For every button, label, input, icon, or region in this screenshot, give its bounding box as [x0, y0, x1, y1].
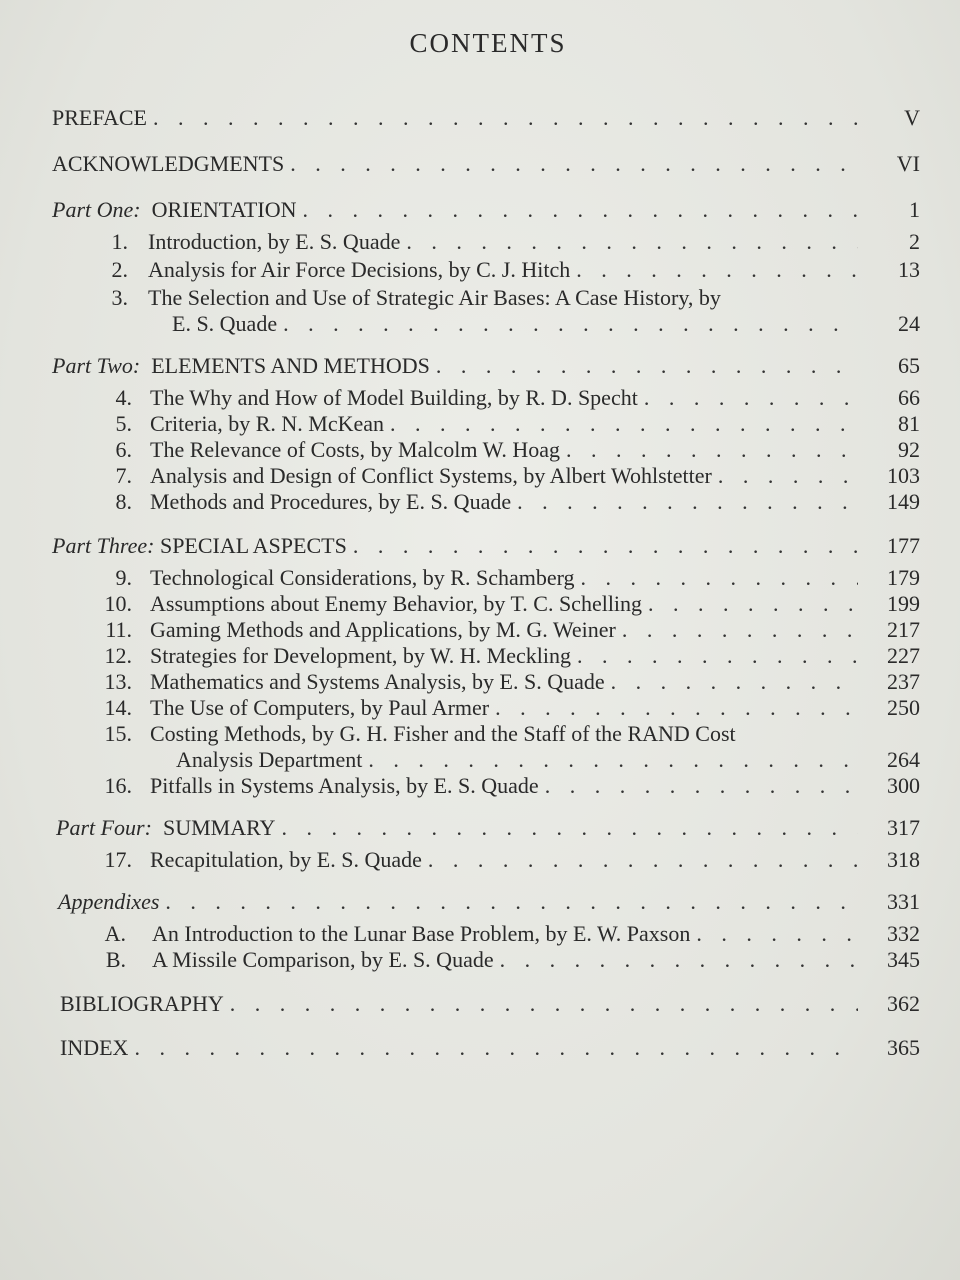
page-number: 237 [887, 669, 920, 694]
leader-dots [644, 384, 858, 412]
leader-dots [134, 1034, 858, 1062]
part-label: Part Four: [56, 815, 152, 840]
toc-entry-acknowledgments[interactable] [52, 150, 920, 178]
page-number: 179 [887, 565, 920, 590]
toc-chapter[interactable] [52, 384, 920, 412]
chapter-number: 12. [104, 643, 132, 668]
chapter-title: Pitfalls in Systems Analysis, by E. S. Quade [150, 773, 539, 798]
toc-chapter[interactable] [52, 410, 920, 438]
toc-part-four[interactable] [52, 814, 920, 842]
appendix-title: An Introduction to the Lunar Base Problem, by E. W. Paxson [152, 921, 691, 946]
chapter-number: 9. [115, 565, 132, 590]
chapter-title: The Why and How of Model Building, by R. D. Specht [150, 385, 638, 410]
toc-entry-index[interactable] [52, 1034, 920, 1062]
chapter-number: 4. [115, 385, 132, 410]
page-number: 318 [887, 847, 920, 872]
leader-dots [622, 616, 858, 644]
page-number: 332 [887, 921, 920, 946]
toc-appendixes[interactable] [52, 888, 920, 916]
leader-dots [517, 488, 858, 516]
page-number: VI [896, 151, 920, 176]
chapter-title-continued: E. S. Quade [172, 311, 278, 336]
appendix-letter: B. [105, 947, 126, 972]
chapter-title: Analysis for Air Force Decisions, by C. J. Hitch [148, 257, 571, 282]
chapter-title: The Use of Computers, by Paul Armer [150, 695, 490, 720]
toc-chapter[interactable] [52, 462, 920, 490]
part-name: ELEMENTS AND METHODS [151, 353, 430, 378]
part-label: Part Two: [52, 353, 141, 378]
appendixes-label: Appendixes [58, 889, 160, 914]
entry-label: BIBLIOGRAPHY [60, 991, 224, 1016]
appendix-letter: A. [104, 921, 126, 946]
leader-dots [696, 920, 858, 948]
leader-dots [353, 532, 858, 560]
appendix-title: A Missile Comparison, by E. S. Quade [152, 947, 494, 972]
page-number: 149 [887, 489, 920, 514]
leader-dots [283, 310, 858, 338]
chapter-number: 5. [115, 411, 132, 436]
leader-dots [577, 642, 858, 670]
chapter-title: Strategies for Development, by W. H. Meckling [150, 643, 571, 668]
chapter-title: Mathematics and Systems Analysis, by E. S. Quade [150, 669, 605, 694]
leader-dots [545, 772, 858, 800]
leader-dots [165, 888, 858, 916]
entry-label: INDEX [60, 1035, 129, 1060]
leader-dots [611, 668, 858, 696]
page-number: 66 [898, 385, 920, 410]
toc-chapter[interactable] [52, 590, 920, 618]
part-label: Part Three: [52, 533, 155, 558]
chapter-title: Assumptions about Enemy Behavior, by T. C. Schelling [150, 591, 643, 616]
chapter-number: 14. [104, 695, 132, 720]
chapter-number: 3. [111, 285, 128, 310]
page-number: 362 [887, 991, 920, 1016]
toc-chapter[interactable] [52, 488, 920, 516]
page-number: 81 [898, 411, 920, 436]
chapter-title: Gaming Methods and Applications, by M. G. Weiner [150, 617, 616, 642]
page-number: 331 [887, 889, 920, 914]
toc-chapter[interactable] [52, 436, 920, 464]
chapter-number: 16. [104, 773, 132, 798]
part-label: Part One: [52, 197, 141, 222]
leader-dots [718, 462, 858, 490]
page-number: 92 [898, 437, 920, 462]
leader-dots [500, 946, 858, 974]
chapter-number: 15. [104, 721, 132, 746]
toc-chapter[interactable] [52, 772, 920, 800]
chapter-title: Technological Considerations, by R. Schamberg [150, 565, 575, 590]
page-number: 199 [887, 591, 920, 616]
chapter-title: Methods and Procedures, by E. S. Quade [150, 489, 512, 514]
leader-dots [428, 846, 858, 874]
leader-dots [302, 196, 858, 224]
leader-dots [230, 990, 858, 1018]
page-number: 250 [887, 695, 920, 720]
toc-part-two[interactable] [52, 352, 920, 380]
chapter-title: The Selection and Use of Strategic Air Bases: A Case History, by [148, 285, 721, 310]
page-number: 227 [887, 643, 920, 668]
page-number: 177 [887, 533, 920, 558]
toc-entry-preface[interactable] [52, 104, 920, 132]
toc-chapter[interactable] [52, 256, 920, 284]
page-number: 300 [887, 773, 920, 798]
toc-chapter[interactable] [52, 846, 920, 874]
chapter-title: The Relevance of Costs, by Malcolm W. Hoag [150, 437, 560, 462]
leader-dots [406, 228, 858, 256]
page-number: 65 [898, 353, 920, 378]
toc-appendix[interactable] [52, 920, 920, 948]
page-number: 365 [887, 1035, 920, 1060]
part-name: SUMMARY [162, 815, 276, 840]
page-number: 24 [898, 311, 920, 336]
leader-dots [281, 814, 858, 842]
chapter-title: Criteria, by R. N. McKean [150, 411, 384, 436]
toc-part-one[interactable] [52, 196, 920, 224]
page-number: V [904, 105, 920, 130]
chapter-title: Introduction, by E. S. Quade [148, 229, 401, 254]
chapter-number: 6. [115, 437, 132, 462]
leader-dots [368, 746, 858, 774]
part-name: ORIENTATION [151, 197, 297, 222]
entry-label: ACKNOWLEDGMENTS [52, 151, 285, 176]
page-number: 103 [887, 463, 920, 488]
leader-dots [290, 150, 858, 178]
leader-dots [566, 436, 858, 464]
leader-dots [576, 256, 858, 284]
page-number: 13 [898, 257, 920, 282]
toc-chapter[interactable] [52, 616, 920, 644]
page-number: 317 [887, 815, 920, 840]
leader-dots [648, 590, 858, 618]
chapter-title-continued: Analysis Department [176, 747, 363, 772]
leader-dots [390, 410, 858, 438]
toc-chapter[interactable] [52, 228, 920, 256]
leader-dots [581, 564, 858, 592]
toc-chapter-continuation[interactable] [52, 310, 920, 338]
chapter-number: 13. [104, 669, 132, 694]
part-name: SPECIAL ASPECTS [159, 533, 347, 558]
leader-dots [436, 352, 858, 380]
toc-chapter[interactable] [52, 284, 920, 312]
page-title: CONTENTS [409, 28, 567, 58]
chapter-title: Recapitulation, by E. S. Quade [150, 847, 422, 872]
entry-label: PREFACE [52, 105, 147, 130]
toc-chapter[interactable] [52, 720, 920, 748]
chapter-number: 1. [111, 229, 128, 254]
page-number: 345 [887, 947, 920, 972]
page-number: 264 [887, 747, 920, 772]
leader-dots [495, 694, 858, 722]
toc-chapter[interactable] [52, 668, 920, 696]
chapter-number: 2. [111, 257, 128, 282]
chapter-number: 8. [115, 489, 132, 514]
chapter-title: Costing Methods, by G. H. Fisher and the Staff of the RAND Cost [150, 721, 736, 746]
toc-chapter[interactable] [52, 564, 920, 592]
toc-chapter[interactable] [52, 642, 920, 670]
toc-chapter-continuation[interactable] [52, 746, 920, 774]
chapter-title: Analysis and Design of Conflict Systems, by Albert Wohlstetter [150, 463, 712, 488]
page-number: 1 [909, 197, 920, 222]
chapter-number: 17. [104, 847, 132, 872]
toc-entry-bibliography[interactable] [52, 990, 920, 1018]
chapter-number: 11. [105, 617, 132, 642]
toc-appendix[interactable] [52, 946, 920, 974]
page-number: 217 [887, 617, 920, 642]
chapter-number: 7. [115, 463, 132, 488]
leader-dots [153, 104, 858, 132]
chapter-number: 10. [104, 591, 132, 616]
page-number: 2 [909, 229, 920, 254]
toc-chapter[interactable] [52, 694, 920, 722]
toc-part-three[interactable] [52, 532, 920, 560]
